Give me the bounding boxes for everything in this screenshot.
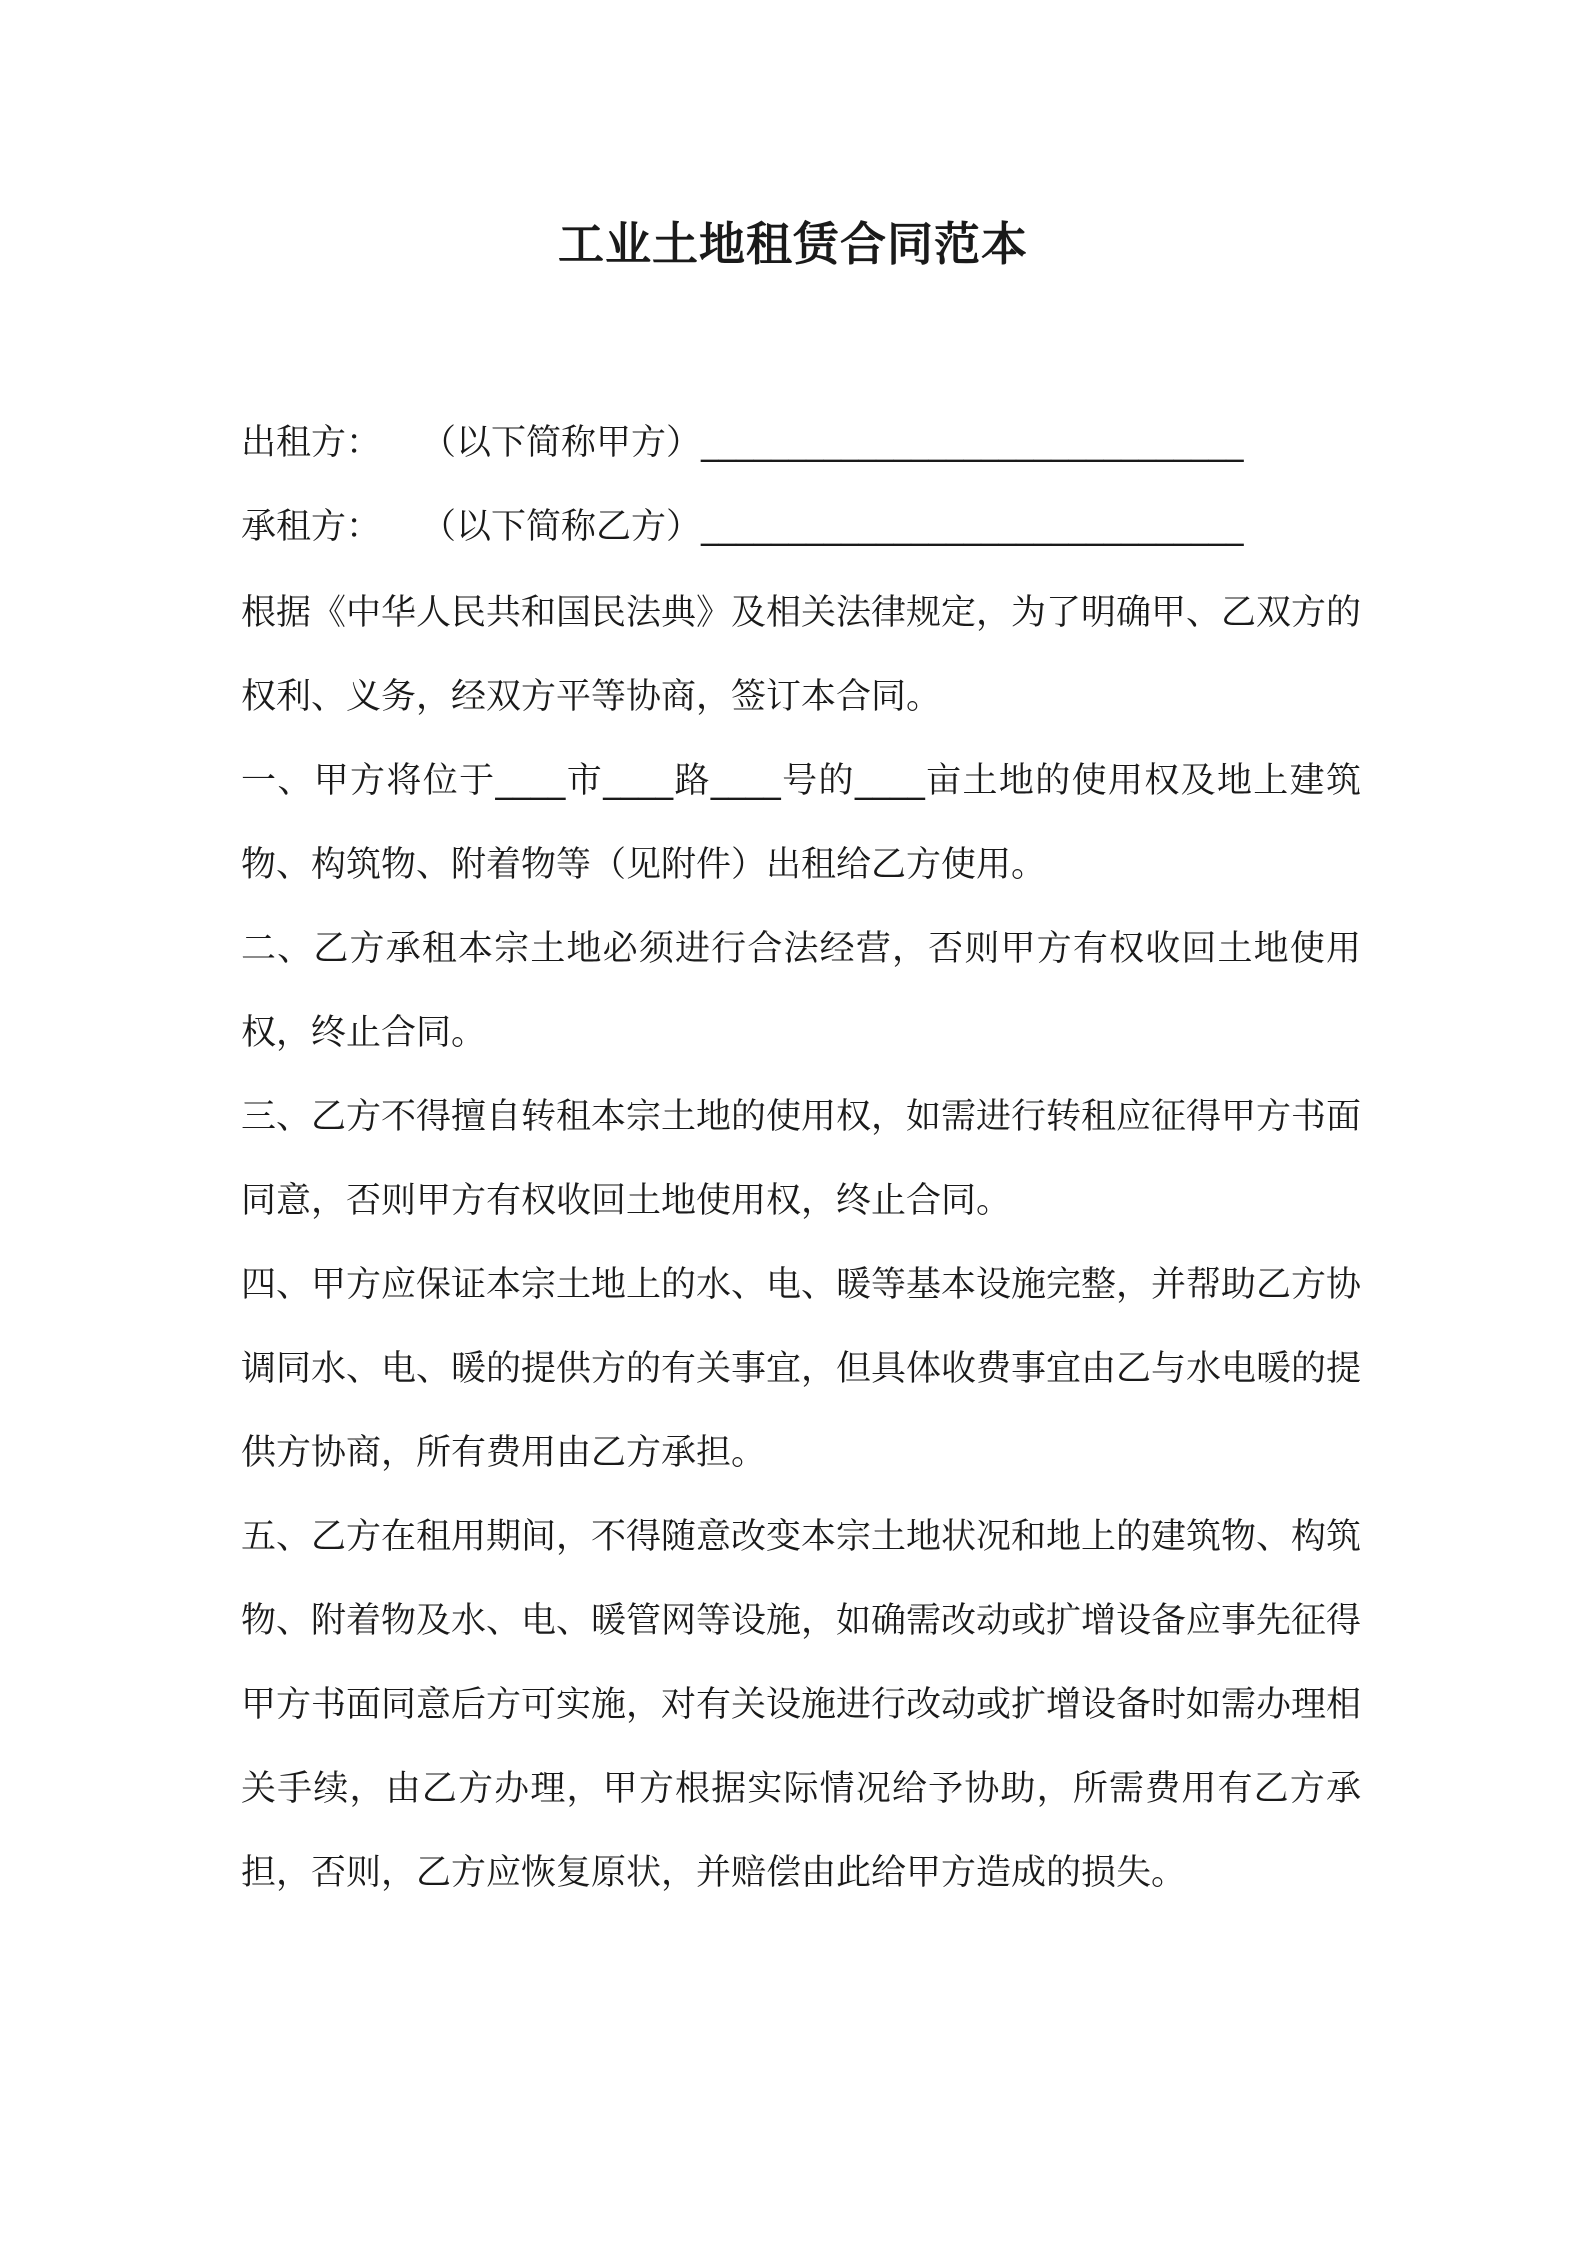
lessor-note: （以下简称甲方） <box>421 423 702 463</box>
lessee-label: 承租方： <box>241 507 382 547</box>
clause-4: 四、甲方应保证本宗土地上的水、电、暖等基本设施完整，并帮助乙方协调同水、电、暖的提供方的有关事宜，但具体收费事宜由乙与水电暖的提供方协商，所有费用由乙方承担。 <box>241 1265 1362 1473</box>
lessor-blank: _______________________________ <box>701 423 1244 463</box>
lessee-note: （以下简称乙方） <box>421 507 702 547</box>
clause-5: 五、乙方在租用期间，不得随意改变本宗土地状况和地上的建筑物、构筑物、附着物及水、电、暖管网等设施，如确需改动或扩增设备应事先征得甲方书面同意后方可实施，对有关设施进行改动或扩增设备时如需办理相关手续，由乙方办理，甲方根据实际情况给予协助，所需费用有乙方承担，否则，乙方应恢复原状，并赔偿由此给甲方造成的损失。 <box>241 1517 1362 1893</box>
intro-paragraph: 根据《中华人民共和国民法典》及相关法律规定，为了明确甲、乙双方的权利、义务，经双方平等协商，签订本合同。 <box>241 593 1362 717</box>
document-title: 工业土地租赁合同范本 <box>558 217 1028 271</box>
contract-body <box>241 571 1361 1915</box>
clause-3: 三、乙方不得擅自转租本宗土地的使用权，如需进行转租应征得甲方书面同意，否则甲方有权收回土地使用权，终止合同。 <box>241 1097 1362 1221</box>
lessee-line <box>241 502 1361 552</box>
lessee-blank: _______________________________ <box>701 507 1244 547</box>
clause-1: 一、甲方将位于____市____路____号的____亩土地的使用权及地上建筑物、构筑物、附着物等（见附件）出租给乙方使用。 <box>241 761 1361 885</box>
lessor-label: 出租方： <box>241 423 382 463</box>
clause-2: 二、乙方承租本宗土地必须进行合法经营，否则甲方有权收回土地使用权，终止合同。 <box>241 929 1361 1053</box>
lessor-line <box>241 418 1361 468</box>
